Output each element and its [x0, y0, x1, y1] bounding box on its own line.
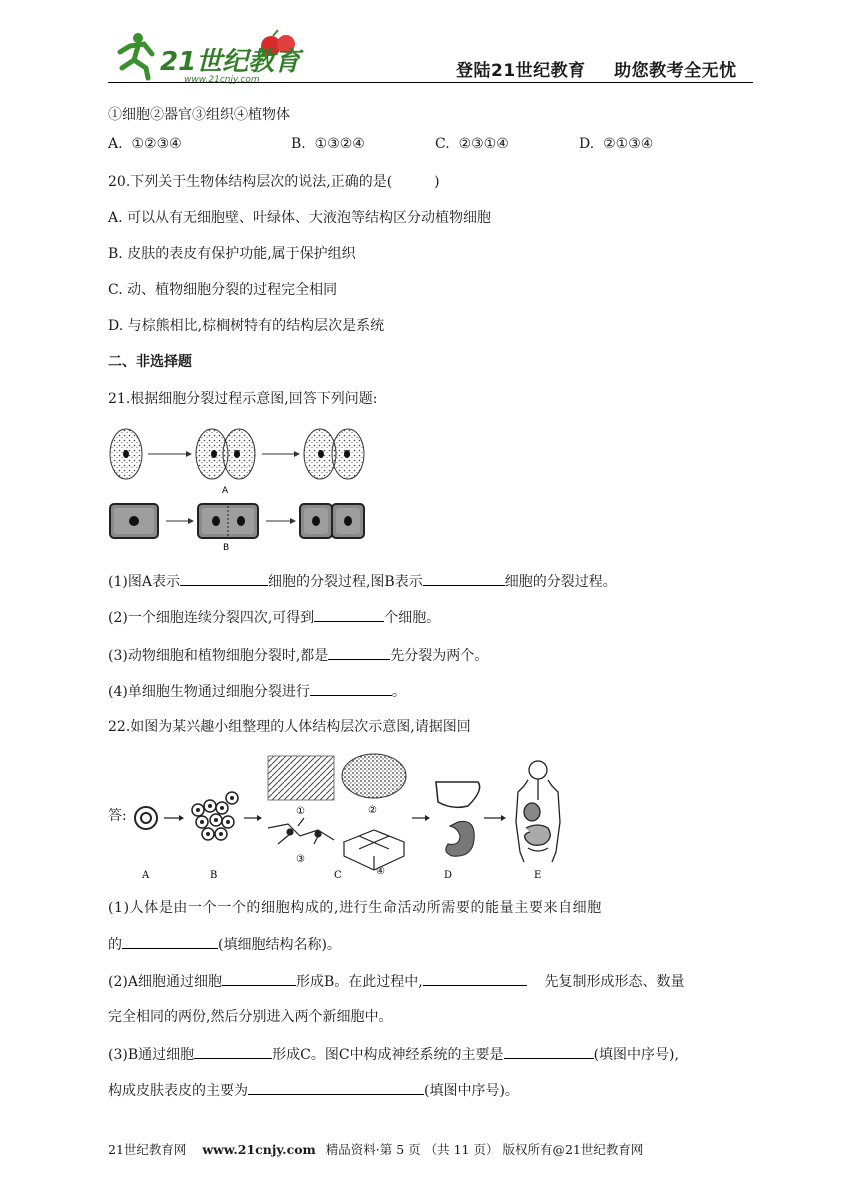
answer-blank[interactable]	[423, 571, 505, 586]
fig-num-3: ③	[296, 854, 305, 865]
cell-division-figure	[108, 424, 368, 554]
q21-part-2: (2)一个细胞连续分裂四次,可得到 个细胞。	[108, 607, 440, 628]
header-slogan	[456, 56, 759, 81]
q19-items: ①细胞②器官③组织④植物体	[108, 107, 290, 123]
q22-part-3-line-2: 构成皮肤表皮的主要为 (填图中序号)。	[108, 1080, 519, 1101]
answer-blank[interactable]	[314, 607, 384, 622]
q22-stem: 22.如图为某兴趣小组整理的人体结构层次示意图,请据图回	[108, 719, 471, 735]
answer-blank[interactable]	[122, 934, 218, 949]
slogan-right: 助您教考全无忧	[614, 61, 737, 81]
answer-blank[interactable]	[194, 1044, 272, 1059]
footer-left: 21世纪教育网	[108, 1142, 187, 1157]
answer-blank[interactable]	[222, 971, 296, 986]
q20-option-c: C. 动、植物细胞分裂的过程完全相同	[108, 282, 338, 298]
fig-label-d: D	[444, 870, 453, 880]
fig-label-a: A	[142, 870, 150, 880]
body-structure-figure	[128, 752, 578, 880]
site-logo	[108, 28, 308, 84]
q19-option-c: C. ②③①④	[435, 136, 509, 152]
q19-option-a: A. ①②③④	[108, 136, 182, 152]
answer-blank[interactable]	[310, 681, 392, 696]
answer-blank[interactable]	[504, 1044, 594, 1059]
answer-blank[interactable]	[423, 971, 527, 986]
slogan-left: 登陆21世纪教育	[456, 61, 586, 81]
q20-option-d: D. 与棕熊相比,棕榈树特有的结构层次是系统	[108, 318, 385, 334]
q22-part-2-line-1: (2)A细胞通过细胞 形成B。在此过程中, 先复制形成形态、数量	[108, 971, 685, 992]
q21-part-1: (1)图A表示 细胞的分裂过程,图B表示 细胞的分裂过程。	[108, 571, 617, 592]
fig-label-e: E	[534, 870, 542, 880]
q22-part-1-line-1: (1)人体是由一个一个的细胞构成的,进行生命活动所需要的能量主要来自细胞	[108, 900, 602, 916]
q19-option-d: D. ②①③④	[579, 136, 654, 152]
section-heading: 二、非选择题	[108, 354, 192, 370]
q19-option-b: B. ①③②④	[291, 136, 365, 152]
q20-option-b: B. 皮肤的表皮有保护功能,属于保护组织	[108, 246, 356, 262]
footer-site-link[interactable]: www.21cnjy.com	[202, 1142, 316, 1157]
q22-answer-word: 答:	[108, 808, 127, 824]
q22-part-1-line-2: 的 (填细胞结构名称)。	[108, 934, 341, 955]
fig-label-b: B	[210, 870, 218, 880]
q21-part-4: (4)单细胞生物通过细胞分裂进行 。	[108, 681, 406, 702]
figure-label-a: A	[222, 486, 229, 496]
page-footer	[108, 1140, 643, 1158]
fig-label-c: C	[334, 870, 342, 880]
fig-num-4: ④	[376, 866, 385, 877]
answer-blank[interactable]	[248, 1080, 424, 1095]
fig-num-2: ②	[368, 805, 377, 816]
svg-text:www.21cnjy.com: www.21cnjy.com	[184, 75, 260, 84]
figure-label-b: B	[223, 543, 230, 553]
q21-stem: 21.根据细胞分裂过程示意图,回答下列问题:	[108, 391, 378, 407]
header-divider	[108, 82, 753, 83]
q20-option-a: A. 可以从有无细胞壁、叶绿体、大液泡等结构区分动植物细胞	[108, 210, 492, 226]
q20-stem: 20.下列关于生物体结构层次的说法,正确的是( )	[108, 174, 440, 190]
logo-graphic	[108, 28, 308, 84]
svg-text:21世纪教育: 21世纪教育	[160, 47, 301, 77]
q21-part-3: (3)动物细胞和植物细胞分裂时,都是 先分裂为两个。	[108, 645, 488, 666]
q22-part-2-line-2: 完全相同的两份,然后分别进入两个新细胞中。	[108, 1009, 393, 1025]
q22-part-3-line-1: (3)B通过细胞 形成C。图C中构成神经系统的主要是 (填图中序号),	[108, 1044, 679, 1065]
footer-right: 精品资料·第 5 页 （共 11 页） 版权所有@21世纪教育网	[325, 1142, 644, 1157]
fig-num-1: ①	[296, 806, 305, 817]
answer-blank[interactable]	[328, 645, 390, 660]
answer-blank[interactable]	[180, 571, 268, 586]
